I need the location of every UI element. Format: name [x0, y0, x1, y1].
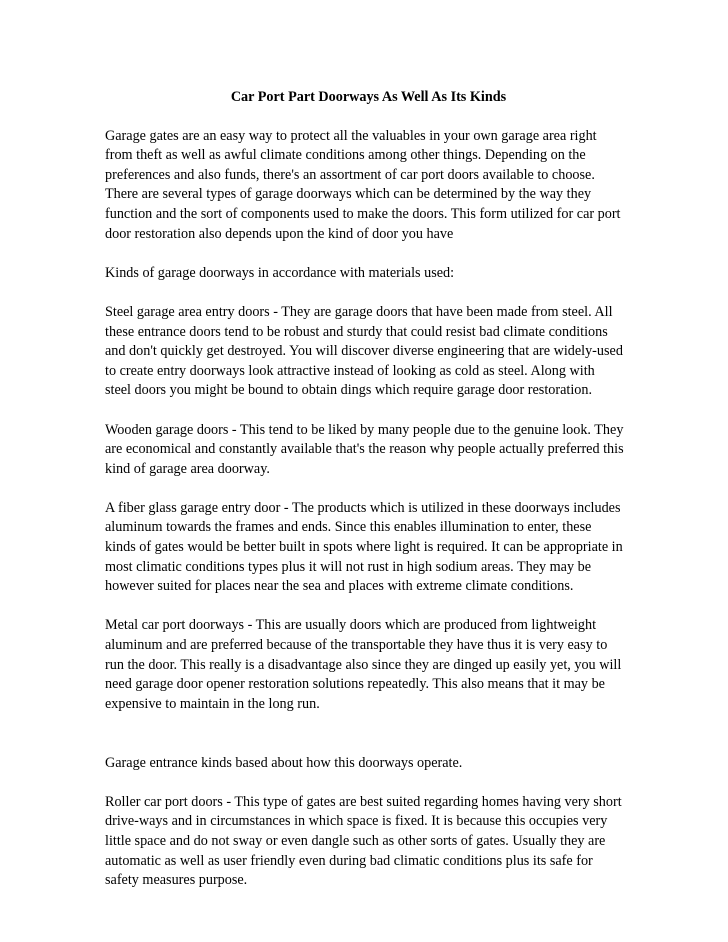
paragraph-materials-heading: Kinds of garage doorways in accordance with materials used: [105, 264, 455, 281]
paragraph-intro: Garage gates are an easy way to protect all the valuables in your own garage area right from theft as well as awful climate conditions among other things. Depending on the preferences and also funds, there's an assortment of car port doors available to choose. There are several types of garage doorways which can be determined by the way they function and the sort of components used to make the doors. This form utilized for car port door restoration also depends upon the kind of door you have [105, 127, 621, 242]
paragraph-wooden-doors: Wooden garage doors - This tend to be liked by many people due to the genuine look. They are economical and constantly available that's the reason why people actually preferred this kind of garage area doorway. [105, 421, 624, 477]
document-title: Car Port Part Doorways As Well As Its Kinds [230, 89, 507, 105]
paragraph-metal-doors: Metal car port doorways - This are usually doors which are produced from lightweight aluminum and are preferred because of the transportable they have thus it is very easy to run the door. This really is a disadvantage also since they are dinged up easily yet, you will need garage door opener restoration solutions repeatedly. This also means that it may be expensive to maintain in the long run. [105, 617, 622, 712]
paragraph-operation-heading: Garage entrance kinds based about how this doorways operate. [105, 754, 463, 771]
paragraph-fiberglass-doors: A fiber glass garage entry door - The products which is utilized in these doorways includes aluminum towards the frames and ends. Since this enables illumination to enter, these kinds of gates would be better built in spots where light is required. It can be appropriate in most climatic conditions types plus it will not rust in high sodium areas. They may be however suited for places near the sea and places with extreme climate conditions. [105, 499, 623, 595]
paragraph-roller-doors: Roller car port doors - This type of gates are best suited regarding homes having very short drive-ways and in circumstances in which space is fixed. It is because this occupies very little space and do not sway or even dangle such as other sorts of gates. Usually they are automatic as well as user friendly even during bad climatic conditions plus its safe for safety measures purpose. [105, 793, 622, 889]
paragraph-steel-doors: Steel garage area entry doors - They are garage doors that have been made from steel. All these entrance doors tend to be robust and sturdy that could resist bad climate conditions and don't quickly get destroyed. You will discover diverse engineering that are widely-used to create entry doorways look attractive instead of looking as cold as steel. Along with steel doors you might be bound to obtain dings which require garage door restoration. [105, 303, 623, 399]
